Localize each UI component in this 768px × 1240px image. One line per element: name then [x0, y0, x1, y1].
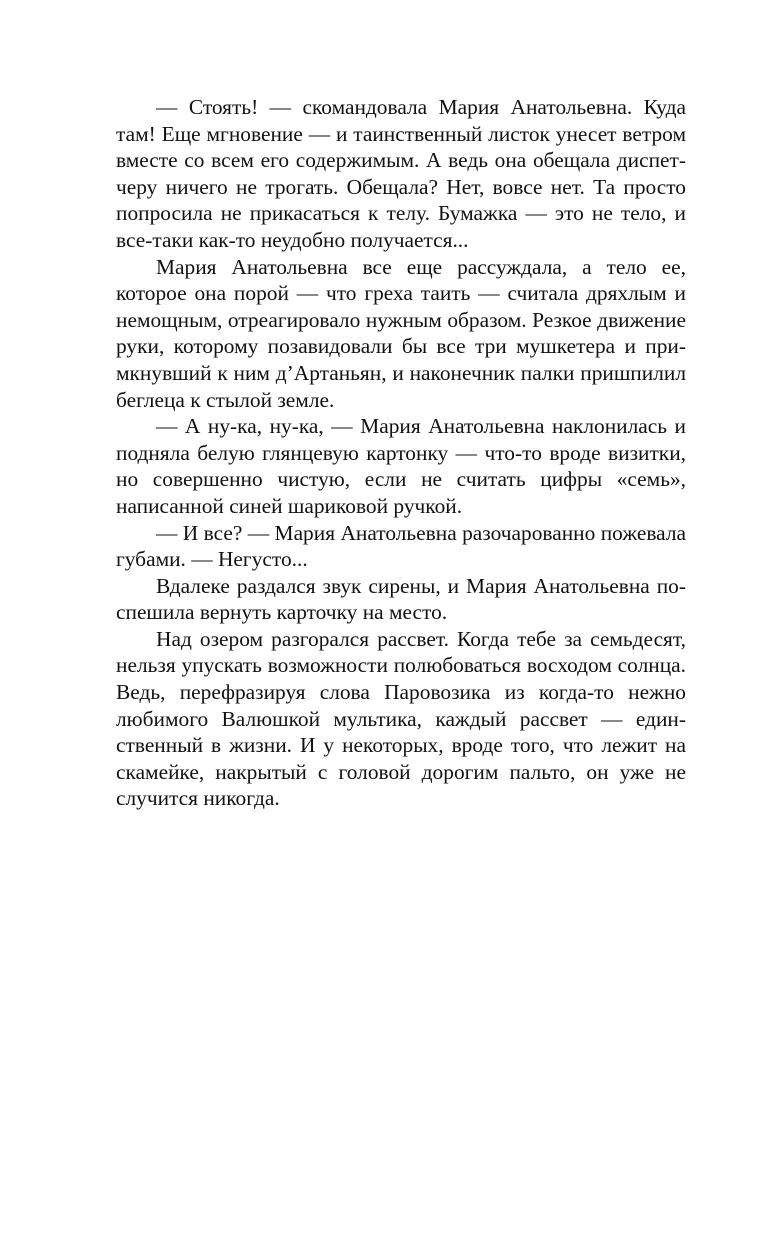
paragraph-2: Мария Анатольевна все еще рассуждала, а тело ее, которое она порой — что греха таить — считала дряхлым и немощным, отреагировало нужным образом. Резкое движение руки, которому позавидовали бы все три мушкетера и примкнувший к ним д’Артаньян, и наконечник палки пришпилил беглеца к стылой земле.	[116, 254, 686, 412]
paragraph-5: Вдалеке раздался звук сирены, и Мария Анатольевна поспешила вернуть карточку на место.	[116, 573, 686, 625]
paragraph-3: — А ну-ка, ну-ка, — Мария Анатольевна наклонилась и подняла белую глянцевую картонку — что-то вроде визитки, но совершенно чистую, если не считать цифры «семь», написанной синей шариковой ручкой.	[116, 414, 686, 518]
paragraph-4: — И все? — Мария Анатольевна разочарованно пожевала губами. — Негусто...	[116, 520, 686, 572]
page-body-text	[116, 94, 686, 812]
paragraph-6: Над озером разгорался рассвет. Когда тебе за семьдесят, нельзя упускать возможности полюбоваться восходом солнца. Ведь, перефразируя слова Паровозика из когда-то нежно любимого Валюшкой мультика, каждый рассвет — единственный в жизни. И у некоторых, вроде того, что лежит на скамейке, накрытый с головой дорогим пальто, он уже не случится никогда.	[116, 626, 686, 811]
paragraph-1: — Стоять! — скомандовала Мария Анатольевна. Куда там! Еще мгновение — и таинственный листок унесет ветром вместе со всем его содержимым. А ведь она обещала диспетчеру ничего не трогать. Обещала? Нет, вовсе нет. Та просто попросила не прикасаться к телу. Бумажка — это не тело, и все-таки как-то неудобно получается...	[116, 95, 686, 252]
